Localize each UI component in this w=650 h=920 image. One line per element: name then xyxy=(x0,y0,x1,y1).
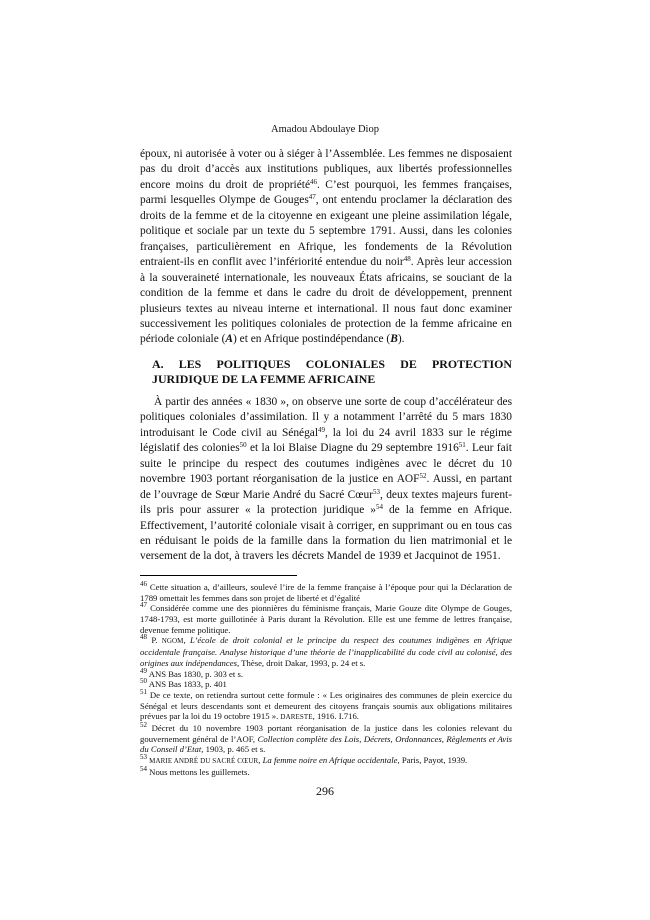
footnote-text: Nous mettons les guillemets. xyxy=(147,766,250,777)
text-run: . Après leur accession à la souveraineté internationale, les nouveaux États africains, se souciant de la condition de la femme et dans le cadre du droit de développement, prennent plusieurs textes au niveau interne et international. Il nous faut donc examiner successivement les politiques coloniales de protection de la femme africaine en période coloniale ( xyxy=(140,256,512,346)
footnote-number: 54 xyxy=(140,764,147,773)
footnote-ref-52: 52 xyxy=(419,472,427,481)
footnote-ref-46: 46 xyxy=(310,178,317,187)
text-run: . Leur fait suite le principe du respect des coutumes indigènes avec le décret du 10 novembre 1903 portant réorganisation de la justice en AOF xyxy=(140,442,512,486)
author-name: NGOM xyxy=(161,637,184,646)
author-name: MARIE ANDRÉ DU SACRÉ CŒUR xyxy=(149,757,259,766)
text-run: , deux textes majeurs furent-ils pris pour assurer « la protection juridique » xyxy=(140,488,512,517)
author-name: DARESTE xyxy=(280,713,313,722)
footnote-number: 53 xyxy=(140,753,147,762)
footnote-text: Décret du 10 novembre 1903 portant réorganisation de la justice dans les colonies relevant du gouvernement général de l’AOF, xyxy=(140,723,512,744)
footnote-number: 48 xyxy=(140,633,147,642)
work-title: L’école de droit colonial et le principe du respect des coutumes indigènes en Afrique occidentale française. Analyse historique d’une théorie de l’inapplicabilité du code civil au colonisé, des origines aux indépendances xyxy=(140,635,513,668)
text-run: , la loi du 24 avril 1833 sur le régime législatif des colonies xyxy=(140,426,512,455)
footnote-text: ANS Bas 1830, p. 303 et s. xyxy=(147,668,244,679)
footnote-number: 51 xyxy=(140,688,147,697)
footnote-text: P. xyxy=(147,635,162,646)
footnote-text: 1903, p. 465 et s. xyxy=(203,744,266,755)
text-run: de la femme en Afrique. Effectivement, l’autorité coloniale visait à corriger, en supprimant ou en tous cas en réduisant le poids de la famille dans la formation du lien matrimonial et le versement de la dot, à travers les décrets Mandel de 1939 et Jacquinot de 1951. xyxy=(140,504,512,563)
footnote-text: , xyxy=(183,635,191,646)
footnote-52 xyxy=(140,723,512,755)
running-header: Amadou Abdoulaye Diop xyxy=(271,124,379,135)
footnote-text: Paris, Payot, 1939. xyxy=(399,755,468,766)
section-heading: A. LES POLITIQUES COLONIALES DE PROTECTION JURIDIQUE DE LA FEMME AFRICAINE xyxy=(152,356,512,387)
footnote-48 xyxy=(140,635,512,668)
text-run: ) et en Afrique postindépendance ( xyxy=(233,333,391,346)
footnote-ref-49: 49 xyxy=(318,425,326,434)
footnote-text: , 1916. I.716. xyxy=(312,711,359,722)
body-text-block xyxy=(140,147,512,778)
footnote-54 xyxy=(140,764,512,778)
footnote-text: De ce texte, on retiendra surtout cette formule : « Les originaires des communes de plein exercice du Sénégal et leurs descendants sont et demeurent des citoyens français soumis aux obligations militaires prévues par la loi du 19 octobre 1915 ». xyxy=(140,689,512,722)
footnotes xyxy=(140,582,512,778)
text-run: . C’est pourquoi, les femmes françaises, parmi lesquelles Olympe de Gouges xyxy=(140,178,512,207)
paragraph-intro xyxy=(140,147,512,348)
part-letter-a: A xyxy=(225,333,234,346)
footnote-number: 49 xyxy=(140,666,147,675)
part-letter-b: B xyxy=(390,333,398,346)
footnote-number: 46 xyxy=(140,580,147,589)
footnote-separator xyxy=(140,575,297,576)
work-title: La femme noire en Afrique occidentale, xyxy=(262,755,400,766)
text-run: , ont entendu proclamer la déclaration des droits de la femme et de la citoyenne en exigeant une pleine assimilation légale, politique et sociale par un texte du 5 septembre 1791. Aussi, dans les colonies françaises, particulièrement en Afrique, les fondements de la Révolution entraient-ils en conflit avec l’infériorité entendue du noir xyxy=(140,194,512,269)
footnote-text: , xyxy=(258,755,263,766)
paragraph-section-a xyxy=(140,395,512,565)
text-run: et la loi Blaise Diagne du 29 septembre 1916 xyxy=(246,442,459,455)
footnote-46 xyxy=(140,582,512,603)
footnote-49 xyxy=(140,666,512,680)
footnote-ref-51: 51 xyxy=(458,441,466,450)
footnote-ref-47: 47 xyxy=(308,193,316,202)
text-run: À partir des années « 1830 », on observe une sorte de coup d’accélérateur des politiques coloniales d’assimilation. Il y a notamment l’arrêté du 5 mars 1830 introduisant le Code civil au Sénégal xyxy=(140,395,512,439)
footnote-number: 52 xyxy=(140,721,147,730)
footnote-53 xyxy=(140,755,512,767)
footnote-ref-53: 53 xyxy=(373,487,380,496)
footnote-text: ANS Bas 1833, p. 401 xyxy=(147,679,227,690)
footnote-ref-50: 50 xyxy=(239,441,247,450)
footnote-51 xyxy=(140,690,512,723)
footnote-50 xyxy=(140,679,512,690)
footnote-text: Cette situation a, d’ailleurs, soulevé l’ire de la femme française à l’époque pour qui la Déclaration de 1789 omettait les femmes dans son projet de liberté et d’égalité xyxy=(140,581,512,603)
page-number: 296 xyxy=(316,784,334,798)
footnote-ref-54: 54 xyxy=(375,503,383,512)
footnote-47 xyxy=(140,603,512,635)
footnote-number: 47 xyxy=(140,601,147,610)
footnote-number: 50 xyxy=(140,677,147,686)
footnote-text: , Thèse, droit Dakar, 1993, p. 24 et s. xyxy=(237,657,366,668)
footnote-ref-48: 48 xyxy=(403,255,411,264)
work-title: Collection complète des Lois, Décrets, Ordonnances, Règlements et Avis du Conseil d’Etat, xyxy=(140,733,512,755)
text-run: époux, ni autorisée à voter ou à siéger à l’Assemblée. Les femmes ne disposaient pas du droit d’accès aux institutions publiques, aux libertés professionnelles encore moins du droit de propriété xyxy=(140,148,512,191)
text-run: ). xyxy=(397,333,405,346)
text-run: . Aussi, en partant de l’ouvrage de Sœur Marie André du Sacré Cœur xyxy=(140,473,513,501)
footnote-text: Considérée comme une des pionnières du féminisme français, Marie Gouze dite Olympe de Gouges, 1748-1793, est morte guillotinée à Paris durant la Révolution. Elle est une femme de lettres française, devenue femme politique. xyxy=(140,603,512,635)
